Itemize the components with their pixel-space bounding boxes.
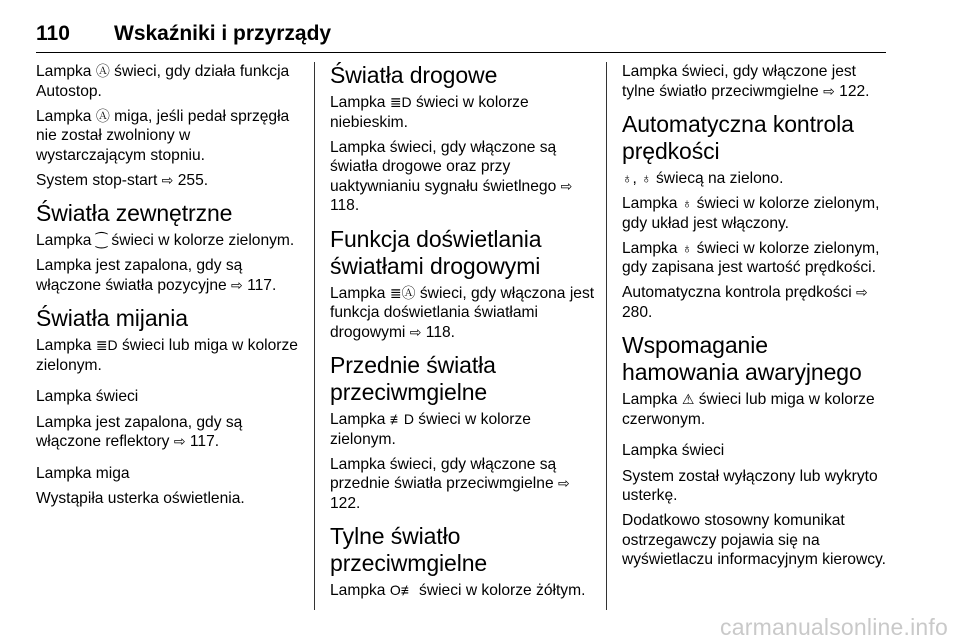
text: System stop-start	[36, 171, 162, 189]
section-heading: Przednie światła przeciwmgielne	[330, 352, 496, 405]
section-heading: Światła zewnętrzne	[36, 200, 233, 226]
text: świeci w kolorze zielonym.	[107, 232, 295, 249]
auto-high-beam-icon: ≣Ⓐ	[389, 284, 416, 301]
rear-fog-icon: O≢	[389, 582, 415, 598]
low-beam-icon: ≣D	[95, 337, 118, 353]
text: Lampka jest zapalona, gdy są włączone reflektory	[36, 413, 243, 450]
text: Lampka	[330, 284, 390, 302]
text: Lampka jest zapalona, gdy są włączone światła pozycyjne	[36, 257, 243, 294]
text: 255.	[173, 171, 209, 189]
text: Lampka	[330, 411, 390, 428]
text: Lampka	[36, 232, 96, 249]
paragraph	[330, 284, 596, 343]
page-title: Wskaźniki i przyrządy	[114, 22, 332, 45]
column-2	[330, 62, 596, 606]
paragraph	[36, 336, 302, 375]
text: Lampka	[622, 195, 682, 212]
page-ref-icon: ⇨	[560, 177, 573, 194]
paragraph	[36, 107, 302, 166]
text: świeci w kolorze zielonym, gdy zapisana jest wartość prędkości.	[622, 239, 880, 276]
text: Lampka świeci, gdy włączone są światła drogowe oraz przy uaktywnianiu sygnału świetlnego	[330, 138, 561, 195]
text: świeci w kolorze zielonym, gdy układ jest włączony.	[622, 195, 880, 232]
paragraph	[622, 62, 888, 101]
high-beam-icon: ≣D	[389, 94, 412, 110]
text: świecą na zielono.	[651, 170, 784, 187]
text: 122.	[834, 82, 870, 100]
sub-heading: Lampka miga	[36, 464, 130, 482]
sub-heading: Lampka świeci	[622, 442, 725, 459]
paragraph	[330, 455, 596, 514]
page-ref-icon: ⇨	[231, 276, 243, 293]
text: Lampka świeci, gdy włączone jest tylne światło przeciwmgielne	[622, 63, 857, 100]
text: Lampka	[622, 239, 682, 257]
text: 280.	[622, 303, 653, 321]
text: 118.	[421, 323, 455, 341]
cruise-control-set-icon: ♁	[641, 170, 652, 186]
section-heading: Światła drogowe	[330, 62, 498, 88]
paragraph	[622, 194, 888, 233]
sub-heading: Lampka świeci	[36, 388, 139, 405]
cruise-control-on-icon: ♁	[681, 195, 693, 211]
page-ref-icon: ⇨	[856, 284, 868, 300]
paragraph	[36, 256, 302, 295]
paragraph	[330, 410, 596, 449]
text: ,	[632, 170, 642, 187]
page-number: 110	[36, 22, 70, 45]
text: Automatyczna kontrola prędkości	[622, 284, 857, 301]
text: Lampka świeci, gdy włączone są przednie światła przeciwmgielne	[330, 455, 558, 492]
text: Lampka	[622, 391, 682, 408]
page-ref-icon: ⇨	[823, 82, 835, 99]
section-heading: Automatyczna kontrola prędkości	[622, 111, 854, 164]
watermark: carmanualsonline.info	[720, 614, 948, 640]
text: 117.	[185, 433, 220, 450]
front-fog-icon: ≢D	[389, 411, 414, 427]
text: Lampka	[36, 63, 96, 80]
paragraph: Dodatkowo stosowny komunikat ostrzegawczy pojawia się na wyświetlaczu informacyjnym kierowcy.	[622, 512, 886, 568]
text: świeci lub miga w kolorze zielonym.	[36, 337, 298, 374]
text: świeci w kolorze niebieskim.	[330, 94, 529, 131]
paragraph	[330, 581, 596, 601]
paragraph	[622, 283, 888, 322]
autostop-icon: Ⓐ	[95, 107, 110, 124]
section-heading: Światła mijania	[36, 305, 188, 331]
paragraph: Wystąpiła usterka oświetlenia.	[36, 490, 245, 507]
paragraph	[330, 93, 596, 132]
text: świeci lub miga w kolorze czerwonym.	[622, 391, 875, 428]
paragraph: System został wyłączony lub wykryto usterkę.	[622, 467, 878, 504]
section-heading: Wspomaganie hamowania awaryjnego	[622, 332, 862, 385]
position-lights-icon: ⁐	[95, 232, 108, 248]
column-3	[622, 62, 888, 575]
section-heading: Funkcja doświetlania światłami drogowymi	[330, 225, 542, 279]
text: Lampka	[36, 337, 96, 354]
text: Lampka	[330, 94, 390, 111]
section-heading: Tylne światło przeciwmgielne	[330, 523, 488, 576]
text: Lampka	[36, 107, 96, 125]
text: świeci w kolorze żółtym.	[414, 582, 586, 599]
page-ref-icon: ⇨	[173, 433, 186, 449]
autostop-icon: Ⓐ	[95, 63, 110, 79]
column-1	[36, 62, 302, 514]
text: świeci w kolorze zielonym.	[330, 411, 531, 448]
paragraph	[622, 390, 888, 429]
text: miga, jeśli pedał sprzęgła nie został zwolniony w wystarczającym stopniu.	[36, 107, 290, 164]
text: świeci, gdy włączona jest funkcja doświetlania światłami drogowymi	[330, 284, 595, 341]
text: świeci, gdy działa funkcja Autostop.	[36, 63, 290, 100]
paragraph	[36, 231, 302, 251]
column-divider	[314, 62, 315, 610]
cruise-control-set-icon: ♁	[681, 239, 693, 256]
cruise-control-on-icon: ♁	[622, 170, 633, 186]
paragraph	[36, 413, 302, 452]
emergency-brake-icon: ⚠	[681, 391, 695, 407]
text: 117.	[242, 276, 277, 294]
paragraph	[330, 138, 596, 216]
paragraph	[36, 171, 302, 191]
text: 122.	[330, 494, 361, 512]
paragraph	[622, 169, 888, 189]
paragraph	[36, 62, 302, 101]
text: Lampka	[330, 582, 390, 599]
page-ref-icon: ⇨	[409, 323, 422, 340]
text: 118.	[330, 197, 360, 214]
paragraph	[622, 239, 888, 278]
page-header	[36, 20, 886, 53]
column-divider	[606, 62, 607, 610]
page-ref-icon: ⇨	[161, 171, 174, 188]
page-ref-icon: ⇨	[557, 475, 570, 491]
